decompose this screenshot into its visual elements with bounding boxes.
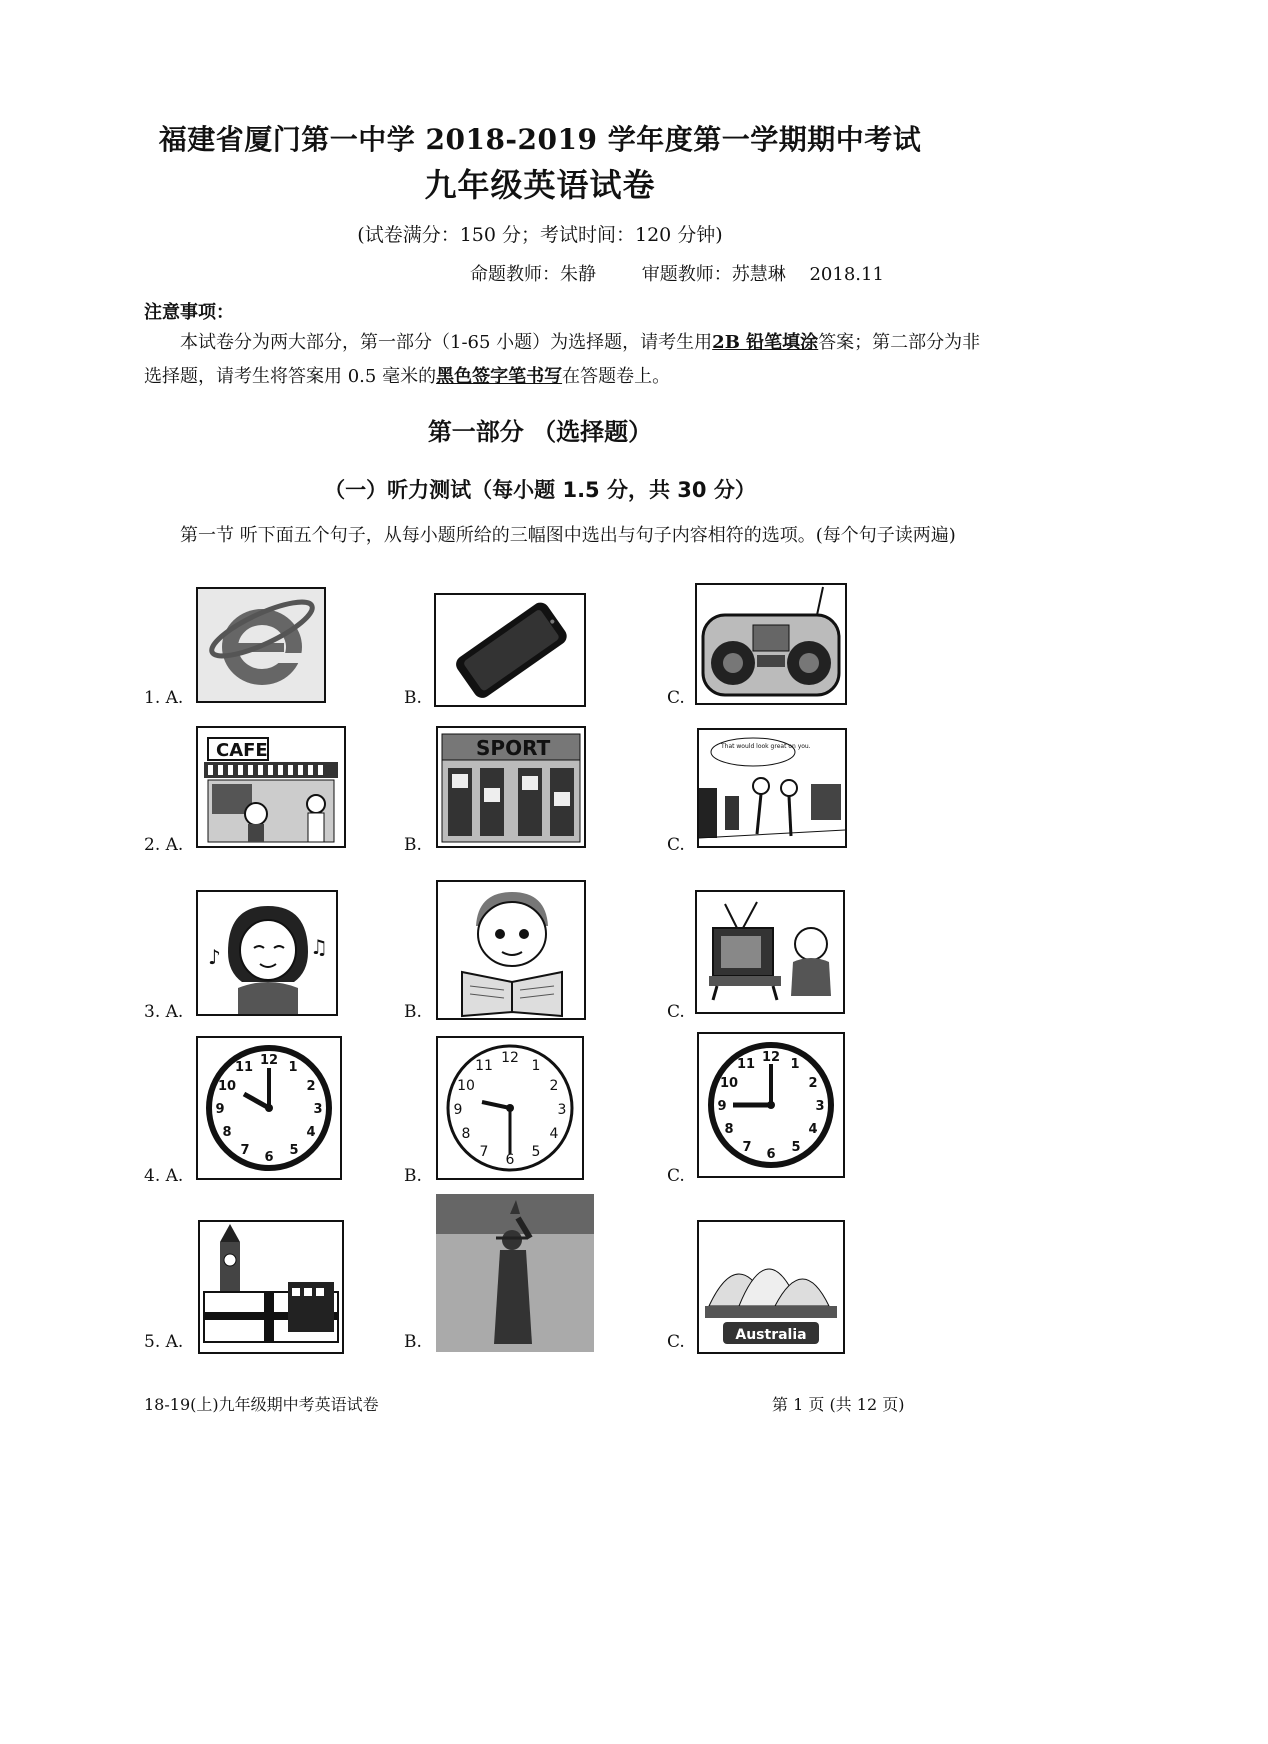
- statue-of-liberty-icon: [436, 1194, 594, 1352]
- reviewer: 审题教师：苏慧琳: [641, 264, 786, 285]
- radio-boombox-icon: [695, 583, 847, 705]
- svg-text:12: 12: [761, 1050, 781, 1065]
- footer-exam-name: 18-19(上)九年级期中考英语试卷: [144, 1395, 379, 1414]
- notice-bold-pen: 黑色签字笔书写: [436, 366, 563, 387]
- notice-text: 本试卷分为两大部分，第一部分（1-65 小题）为选择题，请考生用2B 铅笔填涂答案；第二部分为非选择题，请考生将答案用 0.5 毫米的黑色签字笔书写在答题卷上。: [144, 332, 981, 387]
- q3-label-c: C.: [667, 1002, 685, 1022]
- svg-text:11: 11: [475, 1058, 493, 1074]
- svg-text:1: 1: [288, 1060, 298, 1075]
- svg-text:♪: ♪: [208, 945, 221, 969]
- svg-text:4: 4: [808, 1122, 818, 1137]
- exam-info: (试卷满分：150 分；考试时间：120 分钟): [357, 224, 723, 246]
- svg-text:11: 11: [736, 1057, 756, 1072]
- svg-text:7: 7: [479, 1144, 489, 1160]
- internet-explorer-icon: [196, 587, 326, 703]
- q5-label-a: 5. A.: [144, 1332, 184, 1352]
- clock-7-30-icon: [436, 1036, 584, 1180]
- svg-text:2: 2: [808, 1076, 818, 1091]
- exam-title: 福建省厦门第一中学 2018-2019 学年度第一学期期中考试: [158, 123, 922, 156]
- q2-label-b: B.: [404, 835, 422, 855]
- q2-label-c: C.: [667, 835, 685, 855]
- q5-label-b: B.: [404, 1332, 422, 1352]
- section-title: （一）听力测试（每小题 1.5 分，共 30 分）: [324, 478, 756, 502]
- exam-date: 2018.11: [809, 264, 884, 285]
- svg-text:9: 9: [717, 1099, 727, 1114]
- q4-label-b: B.: [404, 1166, 422, 1186]
- svg-text:7: 7: [742, 1140, 752, 1155]
- svg-text:6: 6: [766, 1147, 776, 1162]
- sports-store-icon: [436, 726, 586, 848]
- q5-label-c: C.: [667, 1332, 685, 1352]
- svg-text:7: 7: [240, 1143, 250, 1158]
- clothes-shop-icon: [697, 728, 847, 848]
- q3-label-b: B.: [404, 1002, 422, 1022]
- svg-text:3: 3: [815, 1099, 825, 1114]
- australia-label: Australia: [735, 1327, 807, 1343]
- svg-text:8: 8: [222, 1125, 232, 1140]
- paper-title: 九年级英语试卷: [424, 166, 656, 204]
- girl-listening-music-icon: [196, 890, 338, 1016]
- svg-text:3: 3: [313, 1102, 323, 1117]
- q1-label-a: 1. A.: [144, 688, 184, 708]
- q1-label-b: B.: [404, 688, 422, 708]
- svg-text:11: 11: [234, 1060, 254, 1075]
- clock-9-icon: [697, 1032, 845, 1178]
- svg-text:5: 5: [531, 1144, 541, 1160]
- svg-text:2: 2: [549, 1078, 559, 1094]
- smartphone-icon: [434, 593, 586, 707]
- q1-label-c: C.: [667, 688, 685, 708]
- svg-text:8: 8: [724, 1122, 734, 1137]
- q3-label-a: 3. A.: [144, 1002, 184, 1022]
- svg-text:9: 9: [453, 1102, 463, 1118]
- svg-text:1: 1: [531, 1058, 541, 1074]
- svg-text:5: 5: [289, 1143, 299, 1158]
- svg-text:12: 12: [259, 1053, 279, 1068]
- sport-sign-text: SPORT: [476, 736, 551, 760]
- big-ben-london-icon: [198, 1220, 344, 1354]
- q2-label-a: 2. A.: [144, 835, 184, 855]
- svg-text:8: 8: [461, 1126, 471, 1142]
- q4-label-a: 4. A.: [144, 1166, 184, 1186]
- svg-text:♫: ♫: [310, 935, 328, 959]
- svg-text:5: 5: [791, 1140, 801, 1155]
- notice-bold-pencil: 2B 铅笔填涂: [712, 332, 819, 353]
- speech-bubble-text: That would look great on you.: [721, 743, 811, 750]
- svg-text:9: 9: [215, 1102, 225, 1117]
- clock-10-icon: [196, 1036, 342, 1180]
- svg-text:6: 6: [264, 1150, 274, 1165]
- svg-text:10: 10: [217, 1079, 237, 1094]
- part1-title: 第一部分 （选择题）: [427, 417, 653, 446]
- svg-text:4: 4: [549, 1126, 559, 1142]
- svg-text:6: 6: [505, 1152, 515, 1168]
- cafe-icon: [196, 726, 346, 848]
- svg-text:1: 1: [790, 1057, 800, 1072]
- svg-text:3: 3: [557, 1102, 567, 1118]
- svg-text:10: 10: [457, 1078, 475, 1094]
- teacher-info: [470, 260, 924, 286]
- setter: 命题教师：朱静: [470, 264, 596, 285]
- boy-reading-icon: [436, 880, 586, 1020]
- sydney-opera-house-icon: [697, 1220, 845, 1354]
- cafe-sign-text: CAFE: [216, 740, 268, 761]
- svg-text:4: 4: [306, 1125, 316, 1140]
- instruction: 第一节 听下面五个句子，从每小题所给的三幅图中选出与句子内容相符的选项。(每个句子读两遍): [180, 525, 956, 546]
- q4-label-c: C.: [667, 1166, 685, 1186]
- footer-page-number: 第 1 页 (共 12 页): [772, 1395, 905, 1414]
- svg-text:2: 2: [306, 1079, 316, 1094]
- tv-watching-icon: [695, 890, 845, 1014]
- svg-text:10: 10: [719, 1076, 739, 1091]
- svg-text:12: 12: [501, 1050, 519, 1066]
- notice-heading: 注意事项：: [144, 302, 234, 323]
